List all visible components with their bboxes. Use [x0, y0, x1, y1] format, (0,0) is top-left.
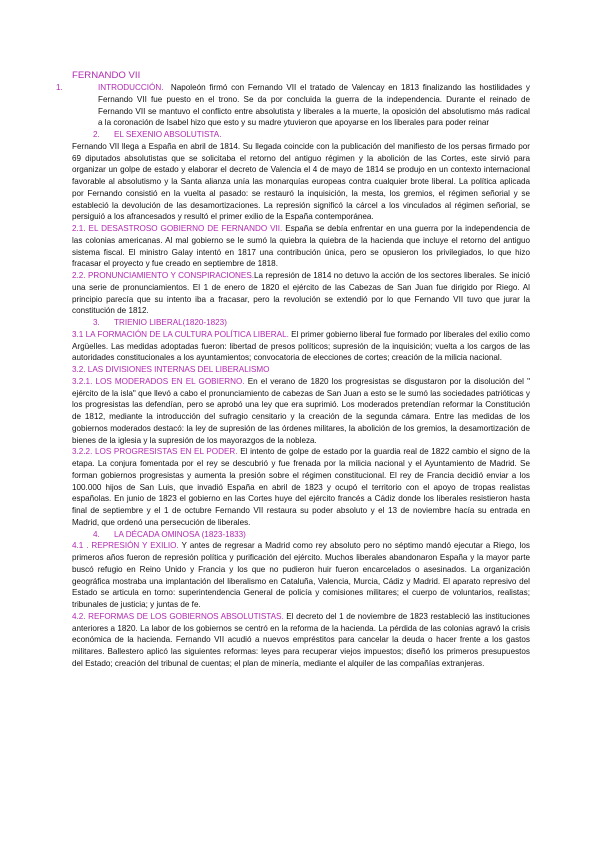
section-3-heading: TRIENIO LIBERAL(1820-1823) — [114, 318, 227, 327]
section-4-2-heading: 4.2. REFORMAS DE LOS GOBIERNOS ABSOLUTISTAS. — [72, 611, 284, 621]
section-1-heading: INTRODUCCIÓN. — [98, 83, 164, 92]
section-2-1-text: España se debía enfrentar en una guerra por la independencia de las colonias americanas. Al mal gobierno se le sumó la quiebra la quiebra de la hacienda que incluye el retorno del antiguo sistema fiscal. El ministro Galay intentó en 1817 una contribución única, pero se opusieron los privilegiados, lo que hizo fracasar el proyecto y fue creado en septiembre de 1818. — [72, 224, 531, 269]
section-2-number: 2. — [93, 130, 100, 139]
section-4-heading-line — [72, 529, 530, 541]
section-3-1-paragraph — [72, 329, 530, 364]
section-3-2-1-text: En el verano de 1820 los progresistas se disgustaron por la disolución del " ejército de la isla" que llevó a cabo el pronunciamiento de cabezas de San Juan a esto se le sumó las sociedades patrióticas y los progresistas las defendían, pero se aprobó una ley que era suprimió. Los moderados pretendían reformar la Constitución de 1812, mediante la introducción del sufragio censitario y la creación de la segunda cámara. Entre las medidas de los gobiernos moderados destacó: la ley de supresión de las órdenes militares, la abolición de los gremios, la desamortización de bienes de la iglesia y la supresión de los mayorazgos de la nobleza. — [72, 376, 530, 445]
section-4-1-paragraph — [72, 540, 530, 611]
section-3-2-1-heading: 3.2.1. LOS MODERADOS EN EL GOBIERNO. — [72, 376, 245, 386]
section-2-1-heading: 2.1. EL DESASTROSO GOBIERNO DE FERNANDO VII. — [72, 224, 283, 233]
section-1-paragraph — [56, 82, 530, 129]
section-4-2-text: El decreto del 1 de noviembre de 1823 restableció las instituciones anteriores a 1820. La labor de los gobiernos se centró en la reforma de la hacienda. La pérdida de las colonias agravó la crisis económica de la hacienda. Fernando VII acudió a nuevos empréstitos para cancelar la deuda o hacer frente a los gastos militares. Ballestero aplicó las siguientes reformas: leyes para recuperar viejos impuestos; diseñó los primeros presupuestos del Estado; creación del tribunal de cuentas; el plan de minería, mediante el alquiler de las compañías extranjeras. — [72, 611, 530, 668]
section-2-2-heading: 2.2. PRONUNCIAMIENTO Y CONSPIRACIONES. — [72, 271, 255, 280]
section-4-heading: LA DÉCADA OMINOSA (1823-1833) — [114, 529, 246, 539]
section-3-2-1-paragraph — [72, 376, 530, 447]
section-2-2-paragraph — [72, 270, 530, 317]
section-3-2-2-text: El intento de golpe de estado por la guardia real de 1822 cambio el signo de la etapa. La conjura fomentada por el rey se descubrió y fue frenada por la milicia nacional y el Ayuntamiento de Madrid. Se forman gobiernos progresistas y aumenta la presión sobre el régimen constitucional. El rey de Francia decidió enviar a los 100.000 hijos de San Luis, que invadió España en abril de 1823 y ocupó el territorio con el apoyo de tropas realistas españolas. En junio de 1823 el gobierno en las Cortes huye del ejército francés a Cádiz donde los liberales resistieron hasta final de septiembre y el 1 de octubre Fernando VII restaura su poder absoluto y el 13 de noviembre hacía su entrada en Madrid, que ordenó una persecución de liberales. — [72, 447, 530, 527]
section-4-1-heading: 4.1 . REPRESIÓN Y EXILIO. — [72, 541, 179, 551]
section-3-2-2-paragraph — [72, 446, 530, 528]
section-2-heading: EL SEXENIO ABSOLUTISTA. — [114, 130, 222, 139]
section-4-2-paragraph — [72, 611, 530, 670]
section-2-text: Fernando VII llega a España en abril de 1814. Su llegada coincide con la publicación del manifiesto de los persas firmado por 69 diputados absolutistas que se solicitaba el retorno del antiguo régimen y la abolición de las Cortes, este sirvió para organizar un golpe de estado y elaborar el decreto de Valencia el 4 de mayo de 1814 se produjo en un contexto internacional favorable al absolutismo y la Santa alianza unía las monarquías europeas contra cualquier brote liberal. La política aplicada por Fernando consistió en la vuelta al pasado: se restauró la inquisición, la mesta, los gremios, el régimen señorial y se estableció la devolución de las desamortizaciones. La represión significó la cárcel a los vinculados al régimen señorial, se persiguió a los afrancesados y resultó el primer exilio de la España contemporánea. — [72, 141, 530, 222]
section-4-1-text: Y antes de regresar a Madrid como rey absoluto pero no séptimo mandó ejecutar a Riego, los primeros años fueron de represión política y purificación del ejército. Muchos liberales abandonaron España y la mayor parte buscó refugio en Reino Unido y Francia y los que no pudieron huir fueron encarcelados o asesinados. La organización geográfica mostraba una implantación del liberalismo en Cataluña, Valencia, Murcia, Cádiz y Madrid. El aparato represivo del Estado se articula en torno: superintendencia General de policía y comisiones militares; el cuerpo de voluntarios, realistas; tribunales de justicia; y juntas de fe. — [72, 541, 530, 609]
section-3-heading-line — [72, 317, 530, 329]
document-title: FERNANDO VII — [72, 70, 141, 81]
section-2-heading-line — [72, 129, 530, 141]
document-page — [56, 70, 531, 670]
section-4-number: 4. — [93, 529, 100, 539]
section-1-text: Napoleón firmó con Fernando VII el tratado de Valencay en 1813 finalizando las hostilidades y Fernando VII fue puesto en el trono. Se da por concluida la guerra de la independencia. Durante el reinado de Fernando VII se mantuvo el conflicto entre absolutista y liberales a la muerte, la oposición del absolutismo más radical a la coronación de Isabel hizo que esto y su madre ytuvieron que apoyarse en los liberales para poder reinar — [98, 83, 530, 128]
section-3-1-text: El primer gobierno liberal fue formado por liberales del exilio como Argüelles. Las medidas adoptadas fueron: libertad de presos políticos; supresión de la inquisición; vuelta a los cargos de las autoridades constitucionales a los ayuntamientos; convocatoria de elecciones de cortes; creación de la milicia nacional. — [72, 329, 530, 363]
section-3-1-heading: 3.1 LA FORMACIÓN DE LA CULTURA POLÍTICA LIBERAL. — [72, 329, 289, 339]
section-1-number: 1. — [56, 83, 63, 92]
section-3-number: 3. — [93, 318, 100, 327]
section-2-1-paragraph — [72, 223, 530, 270]
section-3-2-heading: 3.2. LAS DIVISIONES INTERNAS DEL LIBERALISMO — [72, 365, 270, 374]
section-3-2-2-heading: 3.2.2. LOS PROGRESISTAS EN EL PODER. — [72, 447, 238, 457]
section-2-2-text: La represión de 1814 no detuvo la acción de los sectores liberales. Se inició una serie de pronunciamientos. El 1 de enero de 1820 el ejército de las Cabezas de San Juan fue dirigido por Riego. Al principio parecía que su intento iba a fracasar, pero la revolución se extendió por lo que Fernando VII tuvo que jurar la constitución de 1812. — [72, 271, 531, 316]
